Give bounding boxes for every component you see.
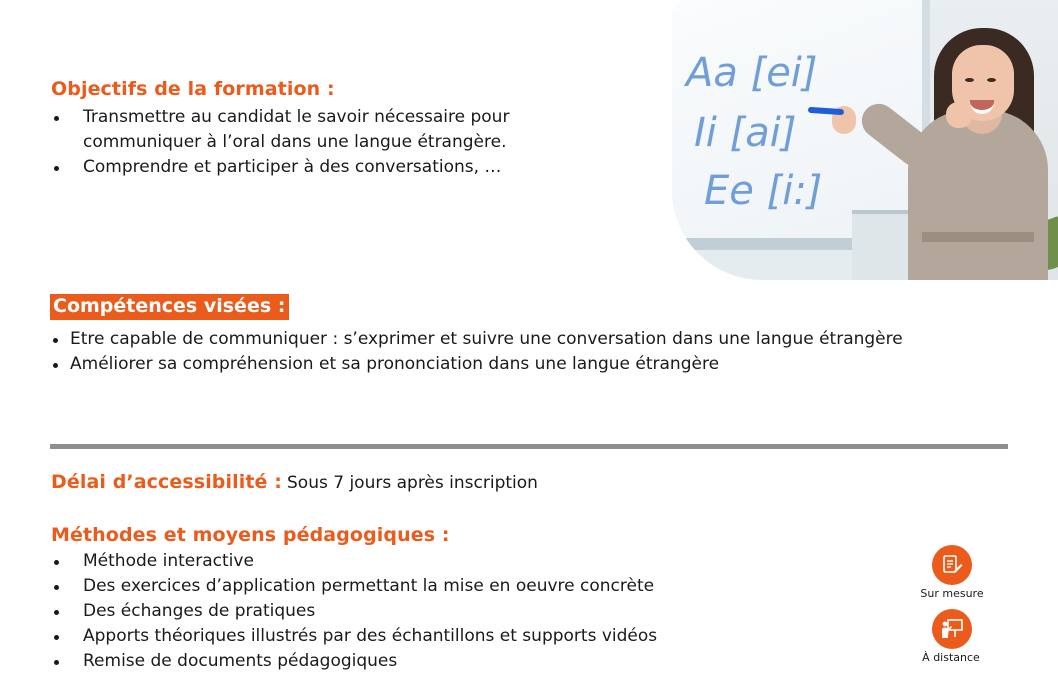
presentation-board-icon [932, 609, 972, 649]
methodes-title: Méthodes et moyens pédagogiques : [51, 524, 450, 546]
delai-label: Délai d’accessibilité : [51, 471, 282, 493]
list-item: Des exercices d’application permettant la mise en oeuvre concrète [51, 574, 657, 599]
bullet-icon [54, 585, 59, 590]
list-item: Apports théoriques illustrés par des échantillons et supports vidéos [51, 624, 657, 649]
bullet-icon [54, 560, 59, 565]
document-pen-icon [932, 545, 972, 585]
list-item: Comprendre et participer à des conversations, … [51, 155, 509, 180]
delai-line [51, 471, 538, 493]
format-label-a-distance: À distance [922, 651, 980, 664]
list-item: Etre capable de communiquer : s’exprimer et suivre une conversation dans une langue étrangère [50, 327, 903, 352]
bullet-icon [54, 166, 59, 171]
whiteboard-writing [672, 0, 922, 240]
methodes-list [51, 549, 657, 674]
objectifs-title: Objectifs de la formation : [51, 78, 335, 100]
bullet-icon [54, 635, 59, 640]
list-item: Des échanges de pratiques [51, 599, 657, 624]
board-line-3: Ee [i:] [704, 168, 823, 214]
board-line-2: Ii [ai] [694, 110, 797, 156]
list-item: Transmettre au candidat le savoir nécessaire pour [51, 105, 509, 130]
bullet-icon [54, 116, 59, 121]
competences-list [50, 327, 903, 377]
board-line-1: Aa [ei] [686, 50, 818, 96]
bullet-icon [54, 610, 59, 615]
bullet-icon [53, 338, 58, 343]
objectifs-list [51, 105, 509, 180]
bullet-icon [53, 363, 58, 368]
list-item: Méthode interactive [51, 549, 657, 574]
delai-value: Sous 7 jours après inscription [287, 473, 538, 493]
section-divider [50, 444, 1008, 449]
list-item: Améliorer sa compréhension et sa prononciation dans une langue étrangère [50, 352, 903, 377]
bullet-icon [54, 660, 59, 665]
teacher-photo [672, 0, 1058, 280]
competences-title: Compétences visées : [50, 295, 289, 317]
list-item: Remise de documents pédagogiques [51, 649, 657, 674]
list-item: communiquer à l’oral dans une langue étrangère. [83, 132, 507, 152]
format-label-sur-mesure: Sur mesure [920, 587, 984, 600]
